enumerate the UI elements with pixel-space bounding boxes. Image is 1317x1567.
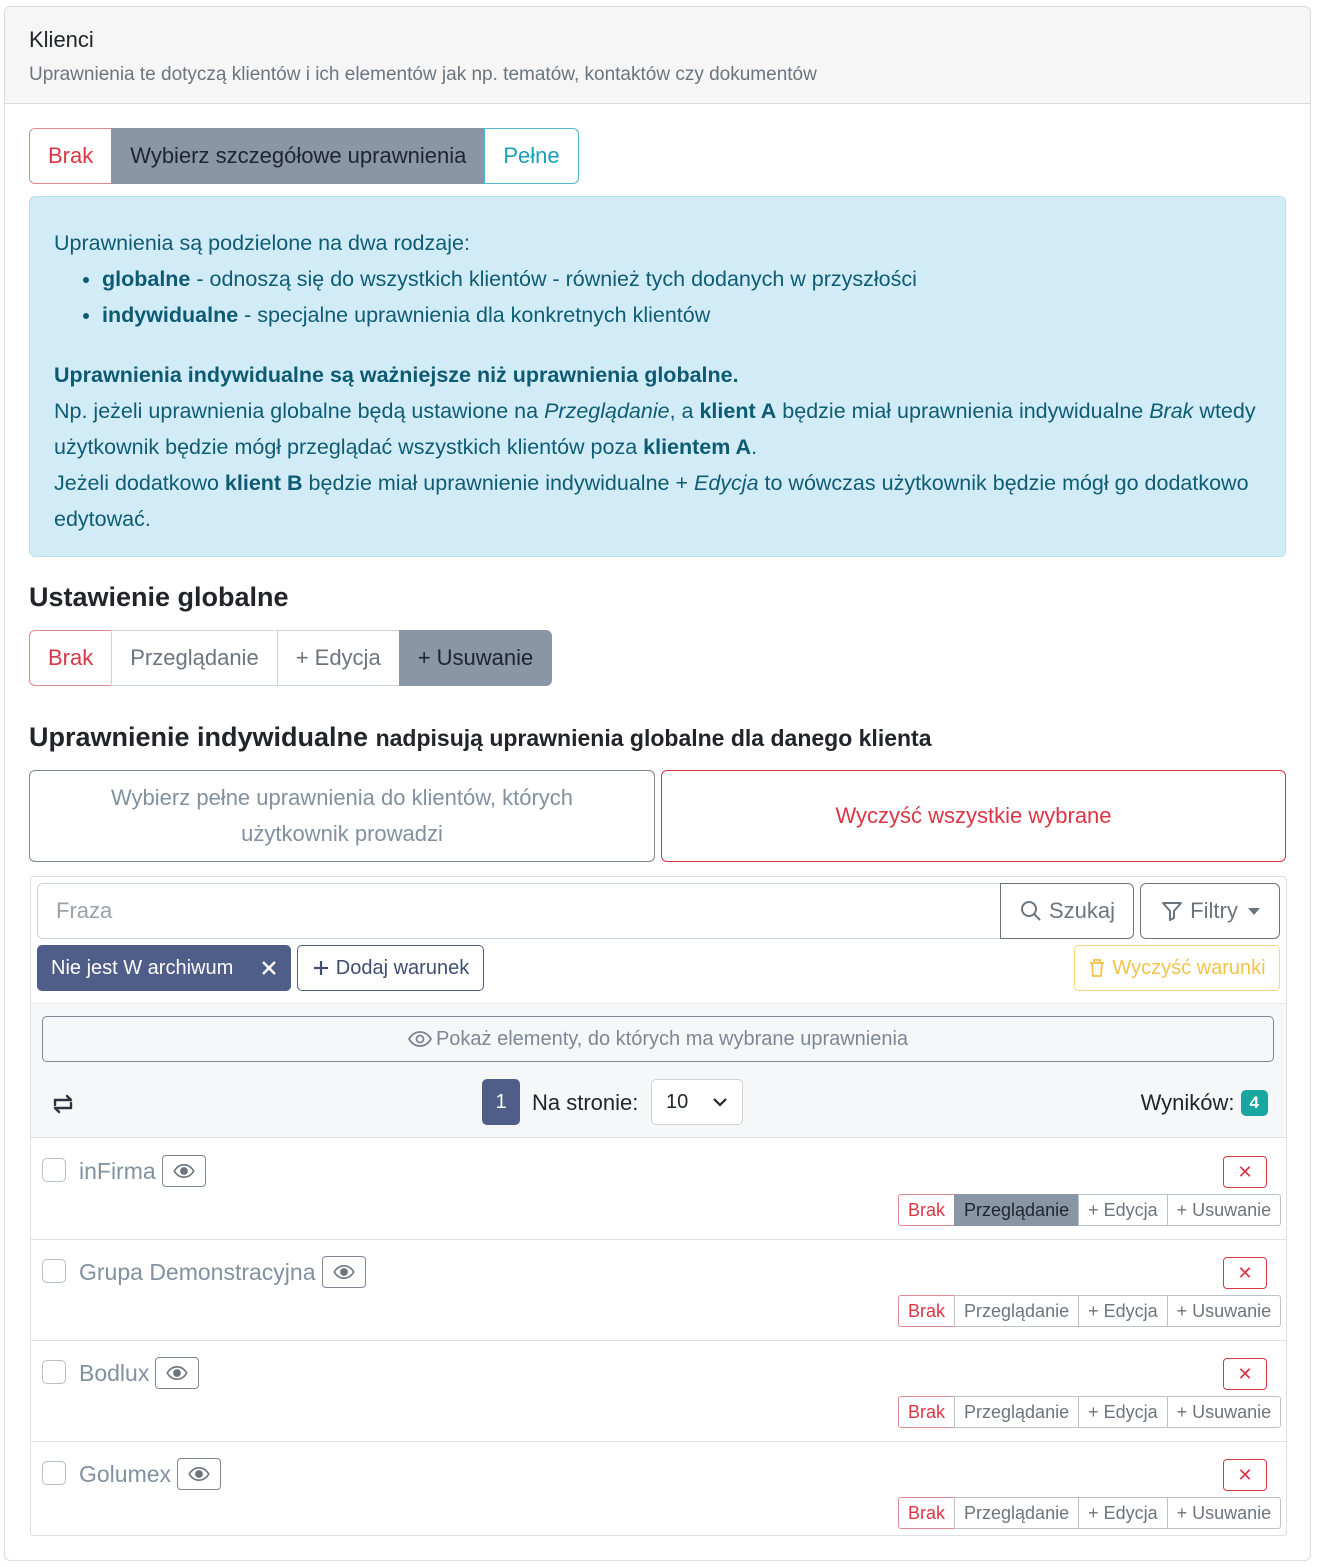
row-permission-selector: [898, 1295, 1281, 1327]
info-alert: [29, 196, 1286, 557]
clear-conditions-button[interactable]: [1074, 945, 1280, 991]
active-filter-chip[interactable]: [37, 945, 291, 991]
row-edit-button[interactable]: + Edycja: [1078, 1497, 1168, 1529]
row-view-button[interactable]: Przeglądanie: [954, 1396, 1079, 1428]
client-name[interactable]: [79, 1157, 206, 1189]
chevron-down-icon: [712, 1097, 728, 1107]
mode-selector: [29, 128, 579, 184]
per-page-value: 10: [666, 1090, 689, 1113]
remove-row-button[interactable]: [1223, 1257, 1267, 1289]
search-button[interactable]: [1000, 883, 1134, 939]
row-checkbox[interactable]: [42, 1360, 66, 1384]
row-delete-button[interactable]: + Usuwanie: [1167, 1295, 1282, 1327]
eye-icon: [188, 1466, 210, 1482]
client-name[interactable]: [79, 1359, 199, 1391]
close-icon[interactable]: [261, 960, 277, 976]
eye-icon: [173, 1163, 195, 1179]
card-header: [5, 7, 1310, 104]
row-edit-button[interactable]: + Edycja: [1078, 1396, 1168, 1428]
funnel-icon: [1160, 899, 1184, 923]
table-row: [31, 1240, 1286, 1341]
preview-button[interactable]: [322, 1256, 366, 1288]
global-delete-button[interactable]: + Usuwanie: [399, 630, 553, 686]
global-heading: Ustawienie globalne: [29, 582, 289, 612]
add-condition-button[interactable]: [297, 945, 484, 991]
preview-button[interactable]: [155, 1357, 199, 1389]
row-none-button[interactable]: Brak: [898, 1295, 955, 1327]
row-delete-button[interactable]: + Usuwanie: [1167, 1396, 1282, 1428]
mode-detailed-button[interactable]: Wybierz szczegółowe uprawnienia: [111, 128, 485, 184]
row-permission-selector: [898, 1396, 1281, 1428]
client-name-text: inFirma: [79, 1158, 156, 1185]
search-button-label: Szukaj: [1048, 898, 1116, 923]
client-name-text: Grupa Demonstracyjna: [79, 1259, 316, 1286]
info-emphasis: Uprawnienia indywidualne są ważniejsze niż uprawnienia globalne.: [54, 363, 739, 387]
row-view-button[interactable]: Przeglądanie: [954, 1295, 1079, 1327]
permissions-card: [4, 6, 1311, 1561]
select-managed-clients-button[interactable]: Wybierz pełne uprawnienia do klientów, których użytkownik prowadzi: [29, 770, 655, 862]
close-icon: ✕: [1237, 1262, 1253, 1283]
client-name[interactable]: [79, 1258, 366, 1290]
table-row: [31, 1442, 1286, 1543]
preview-button[interactable]: [177, 1458, 221, 1490]
close-icon: ✕: [1237, 1464, 1253, 1485]
clear-all-selected-button[interactable]: Wyczyść wszystkie wybrane: [661, 770, 1286, 862]
row-view-button[interactable]: Przeglądanie: [954, 1194, 1079, 1226]
row-delete-button[interactable]: + Usuwanie: [1167, 1194, 1282, 1226]
results-badge: 4: [1241, 1090, 1268, 1116]
filters-dropdown-button[interactable]: [1140, 883, 1280, 939]
eye-icon: [333, 1264, 355, 1280]
info-example-1: Np. jeżeli uprawnienia globalne będą ustawione na Przeglądanie, a klient A będzie miał uprawnienia indywidualne Brak wtedy użytkownik będzie mógł przeglądać wszystkich klientów poza klientem A.: [54, 399, 1256, 459]
info-type-individual: • indywidualne - specjalne uprawnienia dla konkretnych klientów: [102, 297, 1261, 333]
row-permission-selector: [898, 1497, 1281, 1529]
active-filter-label: Nie jest W archiwum: [51, 956, 234, 979]
eye-icon: [408, 1030, 432, 1048]
preview-button[interactable]: [162, 1155, 206, 1187]
global-permission-selector: [29, 630, 552, 686]
chevron-down-icon: [1248, 908, 1260, 915]
card-subtitle: Uprawnienia te dotyczą klientów i ich elementów jak np. tematów, kontaktów czy dokumentów: [29, 64, 817, 85]
table-row: [31, 1139, 1286, 1240]
results-count: [1141, 1090, 1268, 1116]
info-types-list: [54, 261, 1261, 333]
trash-icon: [1088, 958, 1106, 978]
global-view-button[interactable]: Przeglądanie: [111, 630, 277, 686]
remove-row-button[interactable]: [1223, 1459, 1267, 1491]
row-edit-button[interactable]: + Edycja: [1078, 1194, 1168, 1226]
mode-none-button[interactable]: Brak: [29, 128, 112, 184]
show-selected-button[interactable]: [42, 1016, 1274, 1062]
remove-row-button[interactable]: [1223, 1156, 1267, 1188]
refresh-icon[interactable]: [49, 1090, 77, 1118]
row-permission-selector: [898, 1194, 1281, 1226]
search-icon: [1019, 899, 1043, 923]
individual-heading: Uprawnienie indywidualne nadpisują uprawnienia globalne dla danego klienta: [29, 722, 932, 752]
row-none-button[interactable]: Brak: [898, 1194, 955, 1226]
row-edit-button[interactable]: + Edycja: [1078, 1295, 1168, 1327]
list-toolbar: [31, 1003, 1286, 1138]
row-checkbox[interactable]: [42, 1158, 66, 1182]
add-condition-label: Dodaj warunek: [335, 956, 470, 979]
row-checkbox[interactable]: [42, 1461, 66, 1485]
global-edit-button[interactable]: + Edycja: [277, 630, 400, 686]
results-label: Wyników:: [1140, 1090, 1235, 1115]
eye-icon: [166, 1365, 188, 1381]
info-intro: Uprawnienia są podzielone na dwa rodzaje:: [54, 231, 470, 255]
row-checkbox[interactable]: [42, 1259, 66, 1283]
info-type-global: • globalne - odnoszą się do wszystkich klientów - również tych dodanych w przyszłości: [102, 261, 1261, 297]
close-icon: ✕: [1237, 1161, 1253, 1182]
table-row: [31, 1341, 1286, 1442]
search-input[interactable]: Fraza: [37, 883, 1001, 939]
per-page-label: Na stronie:: [532, 1090, 639, 1115]
mode-full-button[interactable]: Pełne: [484, 128, 578, 184]
client-name-text: Golumex: [79, 1461, 172, 1488]
filters-label: Filtry: [1190, 898, 1238, 923]
row-view-button[interactable]: Przeglądanie: [954, 1497, 1079, 1529]
row-none-button[interactable]: Brak: [898, 1497, 955, 1529]
row-delete-button[interactable]: + Usuwanie: [1167, 1497, 1282, 1529]
card-title: Klienci: [29, 27, 94, 52]
plus-icon: [312, 959, 330, 977]
client-name-text: Bodlux: [79, 1360, 150, 1387]
info-example-2: Jeżeli dodatkowo klient B będzie miał uprawnienie indywidualne + Edycja to wówczas użytkownik będzie mógł go dodatkowo edytować.: [54, 471, 1249, 531]
close-icon: ✕: [1237, 1363, 1253, 1384]
global-none-button[interactable]: Brak: [29, 630, 112, 686]
client-name[interactable]: [79, 1460, 221, 1492]
individual-subheading: nadpisują uprawnienia globalne dla danego klienta: [375, 725, 932, 751]
show-selected-label: Pokaż elementy, do których ma wybrane uprawnienia: [435, 1027, 909, 1050]
page-1-button[interactable]: 1: [482, 1079, 520, 1125]
row-none-button[interactable]: Brak: [898, 1396, 955, 1428]
remove-row-button[interactable]: [1223, 1358, 1267, 1390]
clients-list-panel: [30, 876, 1287, 1536]
per-page-select[interactable]: [651, 1079, 743, 1125]
clear-conditions-label: Wyczyść warunki: [1112, 956, 1266, 979]
